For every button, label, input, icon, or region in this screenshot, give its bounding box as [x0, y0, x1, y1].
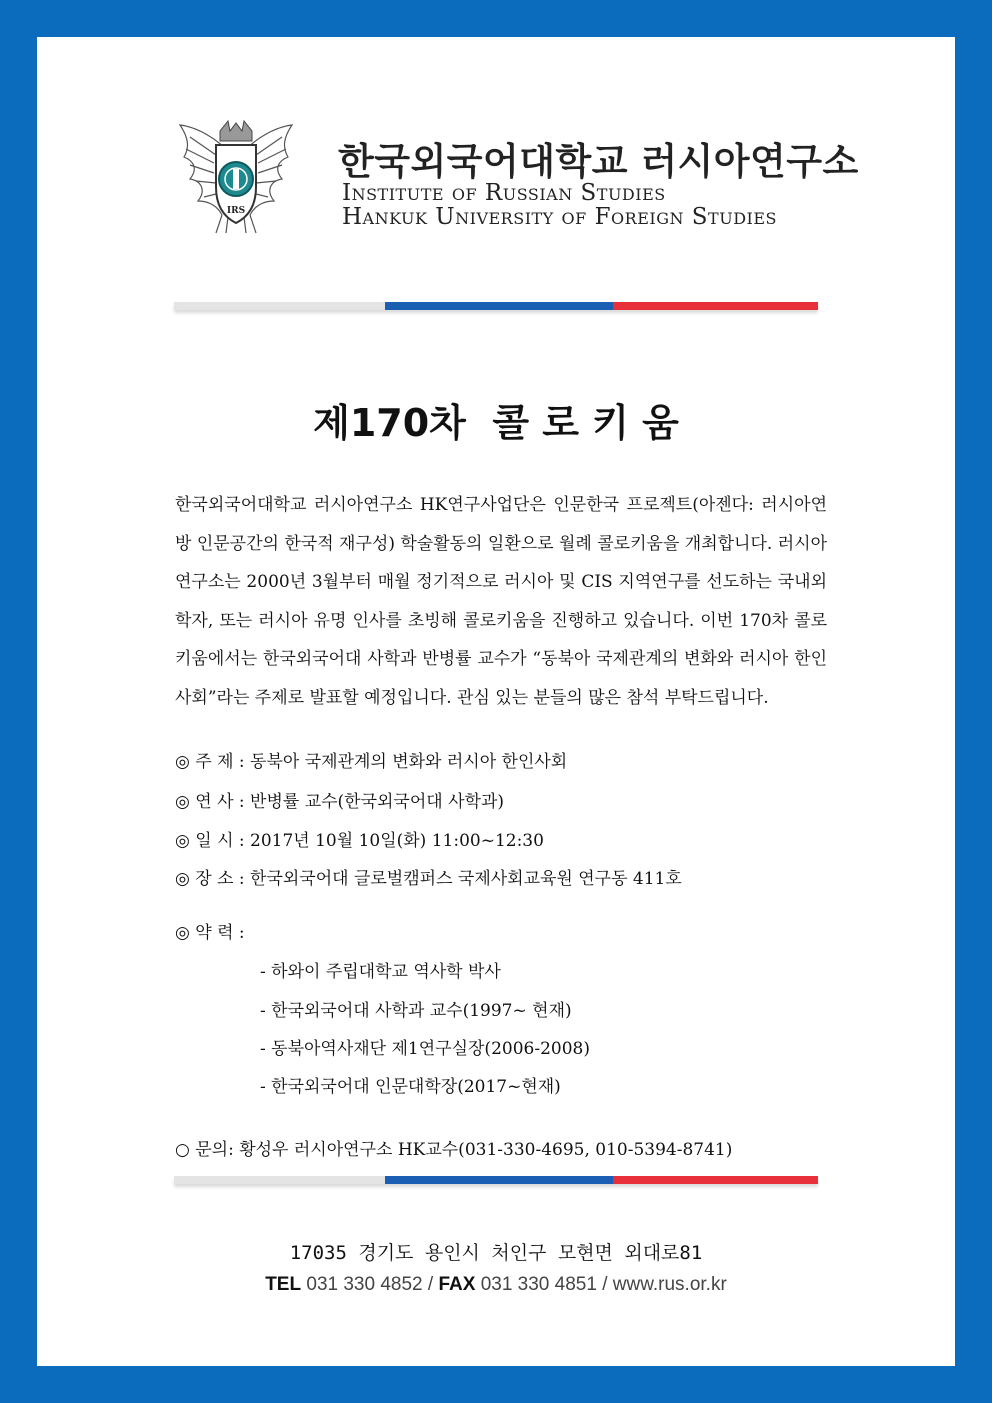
footer-contact: [0, 1274, 992, 1296]
inquiry-contact: ○ 문의: 황성우 러시아연구소 HK교수(031-330-4695, 010-5394-8741): [175, 1140, 733, 1160]
tricolor-divider-top: [174, 302, 818, 310]
detail-career-label: ◎ 약 력 :: [175, 923, 245, 943]
tricolor-divider-bottom: [174, 1176, 818, 1184]
irs-eagle-logo-icon: [176, 117, 296, 237]
career-item: - 한국외국어대 사학과 교수(1997~ 현재): [260, 1001, 572, 1021]
intro-paragraph: 한국외국어대학교 러시아연구소 HK연구사업단은 인문한국 프로젝트(아젠다: 러시아연방 인문공간의 한국적 재구성) 학술활동의 일환으로 월례 콜로키움을 개최합니다. 러시아연구소는 2000년 3월부터 매월 정기적으로 러시아 및 CIS 지역연구를 선도하는 국내외 학자, 또는 러시아 유명 인사를 초빙해 콜로키움을 진행하고 있습니다. 이번 170차 콜로키움에서는 한국외국어대 사학과 반병률 교수가 “동북아 국제관계의 변화와 러시아 한인사회”라는 주제로 발표할 예정입니다. 관심 있는 분들의 많은 참석 부탁드립니다.: [175, 495, 827, 708]
tel-label: TEL: [265, 1274, 302, 1295]
tel-number: 031 330 4852 /: [306, 1274, 434, 1295]
footer-address: 17035 경기도 용인시 처인구 모현면 외대로81: [289, 1242, 703, 1264]
fax-number-and-website: 031 330 4851 / www.rus.or.kr: [480, 1274, 727, 1295]
detail-topic: ◎ 주 제 : 동북아 국제관계의 변화와 러시아 한인사회: [175, 752, 568, 772]
institute-korean-name: 한국외국어대학교 러시아연구소: [338, 140, 859, 183]
fax-label: FAX: [438, 1274, 476, 1295]
page-title: 제170차 콜 로 키 움: [313, 401, 679, 445]
career-item: - 동북아역사재단 제1연구실장(2006-2008): [260, 1039, 590, 1059]
svg-text:IRS: IRS: [226, 206, 246, 216]
university-english-name: Hankuk University of Foreign Studies: [342, 204, 778, 230]
detail-speaker: ◎ 연 사 : 반병률 교수(한국외국어대 사학과): [175, 792, 504, 812]
institute-english-name: Institute of Russian Studies: [342, 180, 666, 206]
career-item: - 한국외국어대 인문대학장(2017~현재): [260, 1077, 561, 1097]
detail-datetime: ◎ 일 시 : 2017년 10월 10일(화) 11:00~12:30: [175, 831, 544, 851]
career-item: - 하와이 주립대학교 역사학 박사: [260, 962, 501, 982]
detail-place: ◎ 장 소 : 한국외국어대 글로벌캠퍼스 국제사회교육원 연구동 411호: [175, 869, 682, 889]
